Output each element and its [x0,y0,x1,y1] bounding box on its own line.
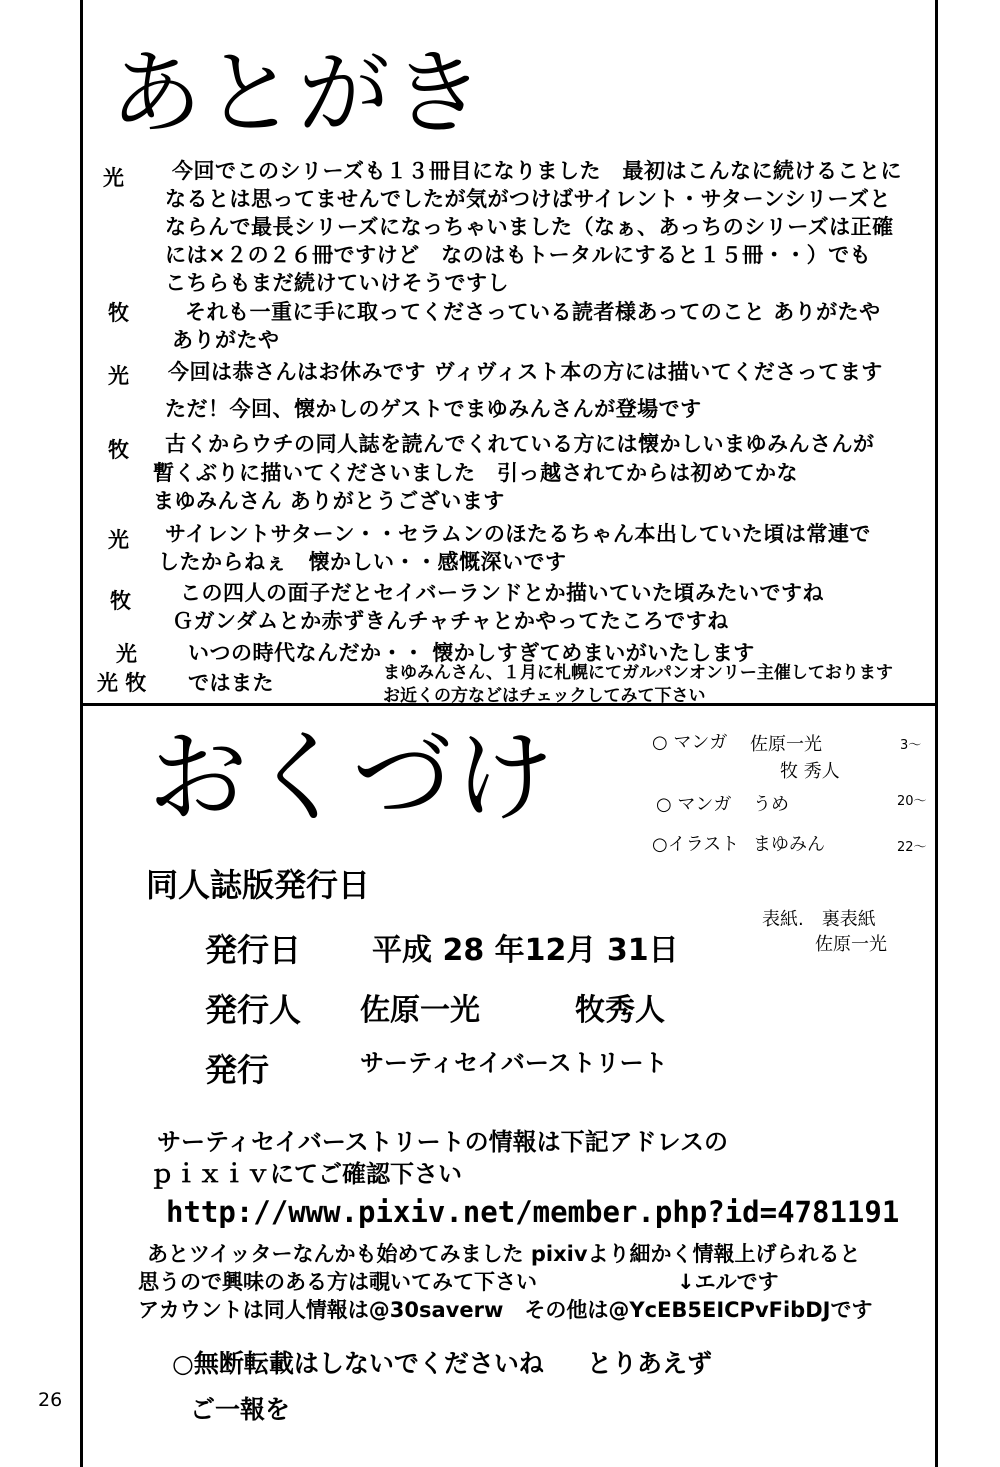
info-text: ｐｉｘｉｖにてご確認下さい [150,1160,462,1188]
credit-name: まゆみん [753,834,825,855]
right-border-line [935,0,938,1467]
info-text: サーティセイバーストリートの情報は下記アドレスの [157,1128,728,1156]
credit-role: ○ マンガ [656,794,732,815]
afterword-line: サイレントサターン・・セラムンのほたるちゃん本出していた頃は常連で [165,522,871,546]
credit-page: 22～ [897,840,927,855]
afterword-line: この四人の面子だとセイバーランドとか描いていた頃みたいですね [180,581,824,605]
afterword-line: ありがたや [172,328,280,352]
afterword-line: 今回でこのシリーズも１３冊目になりました 最初はこんなに続けることに [172,159,902,183]
cover-credit-name: 佐原一光 [815,934,887,955]
speaker-label: 牧 [108,438,129,462]
okuzuke-title: おくづけ [148,719,556,836]
afterword-line: いつの時代なんだか・・ 懐かしすぎてめまいがいたします [188,641,755,665]
twitter-text: あとツイッターなんかも始めてみました pixivより細かく情報上げられると [147,1242,861,1266]
speaker-label: 光 [103,166,124,190]
afterword-line: したからねぇ 懐かしい・・感慨深いです [158,550,567,574]
afterword-line: ただ！今回、懐かしのゲストでまゆみんさんが登場です [165,397,702,421]
atogaki-title: あとがき [110,40,487,147]
twitter-accounts: アカウントは同人情報は@30saverw その他は@YcEB5EICPvFibDJです [138,1298,873,1322]
credit-page: 20～ [897,794,927,809]
afterword-line: ではまた [188,671,274,695]
no-repost-notice: ○無断転載はしないでくださいね [172,1349,544,1378]
left-border-line [80,0,83,1467]
page-number: 26 [38,1389,63,1411]
publisher-label: 発行人 [205,991,302,1029]
speaker-label: 光 [108,364,129,388]
twitter-text: 思うので興味のある方は覗いてみて下さい [138,1270,537,1294]
afterword-line: には×２の２６冊ですけど なのはもトータルにすると１５冊・・）でも [165,243,872,267]
afterword-line: それも一重に手に取ってくださっている読者様あってのこと ありがたや [185,300,881,324]
no-repost-notice: ご一報を [190,1395,291,1424]
afterword-line: 今回は恭さんはお休みです ヴィヴィスト本の方には描いてくださってます [168,360,883,384]
pixiv-url[interactable]: http://www.pixiv.net/member.php?id=4781191 [166,1195,900,1229]
credit-role: ○イラスト [652,834,740,855]
afterword-line: まゆみんさん ありがとうございます [153,489,505,513]
no-repost-notice: とりあえず [587,1349,713,1378]
issuer-value: サーティセイバーストリート [360,1049,668,1077]
publisher-name: 牧秀人 [575,993,665,1028]
afterword-line: 暫くぶりに描いてくださいました 引っ越されてからは初めてかな [153,461,798,485]
issue-date-value: 平成 28 年12月 31日 [372,933,679,968]
credit-name: 牧 秀人 [780,761,840,782]
publisher-name: 佐原一光 [360,993,480,1028]
event-note: お近くの方などはチェックしてみて下さい [383,686,706,706]
cover-credit-label: 表紙. 裏表紙 [762,909,876,930]
afterword-line: こちらもまだ続けていけそうですし [165,271,509,295]
issuer-label: 発行 [205,1051,270,1089]
speaker-label: 光 [116,642,137,666]
event-note: まゆみんさん、１月に札幌にてガルパンオンリー主催しております [383,663,893,683]
issue-date-label: 発行日 [205,931,302,969]
credit-name: 佐原一光 [750,734,822,755]
afterword-line: 古くからウチの同人誌を読んでくれている方には懐かしいまゆみんさんが [165,432,875,456]
afterword-line: Ｇガンダムとか赤ずきんチャチャとかやってたころですね [172,609,729,633]
speaker-label: 光 [108,528,129,552]
edition-subheading: 同人誌版発行日 [146,866,371,904]
credit-role: ○ マンガ [652,732,728,753]
twitter-text: ↓エルです [677,1270,779,1294]
afterword-line: なるとは思ってませんでしたが気がつけばサイレント・サターンシリーズと [165,187,891,211]
speaker-label: 牧 [110,589,131,613]
credit-page: 3～ [900,738,922,753]
speaker-label: 牧 [108,301,129,325]
speaker-label: 光 牧 [97,671,147,695]
credit-name: うめ [753,794,789,815]
afterword-line: ならんで最長シリーズになっちゃいました（なぁ、あっちのシリーズは正確 [165,215,894,239]
